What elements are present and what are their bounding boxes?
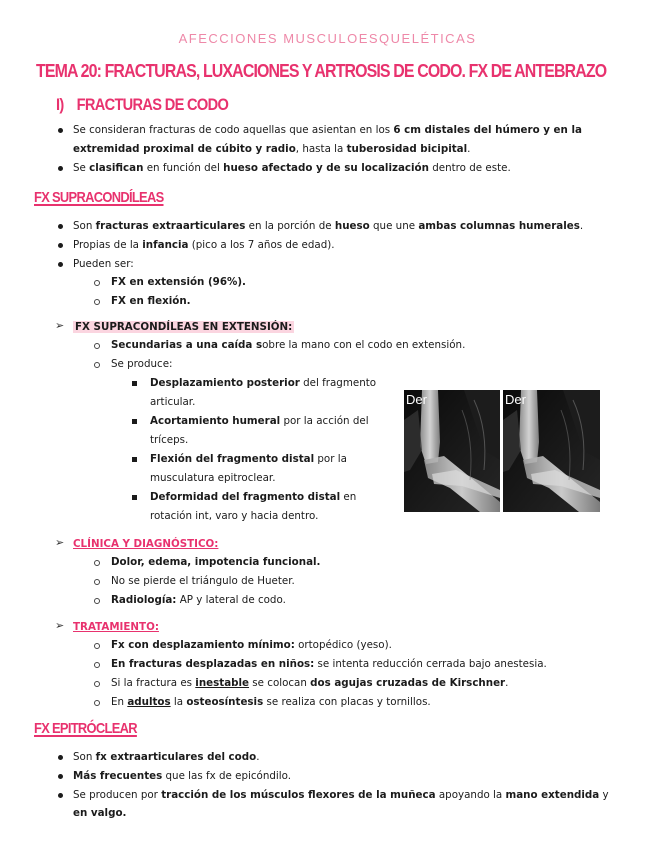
bold-text: En fracturas desplazadas en niños: [111,658,315,670]
bold-text: dos agujas cruzadas de Kirschner [310,677,506,689]
bullet-square [132,495,137,500]
bold-text: ambas columnas humerales [418,220,580,232]
text: obre la mano con el codo en extensión. [262,339,466,351]
text: Se producen por [73,789,162,801]
section-title-fracturas-codo [56,95,228,115]
text: la [170,696,187,708]
text: ortopédico (yeso). [294,639,392,651]
ext-sub-3-line-1 [150,452,347,466]
bullet-circle [94,681,100,687]
bullet-dot [58,128,63,133]
bullet-circle [94,598,100,604]
text: Se [73,162,90,174]
bullet-square [132,419,137,424]
bold-text: 6 cm distales del húmero y en la [393,124,582,136]
highlighted-heading: FX SUPRACONDÍLEAS EN EXTENSIÓN: [75,321,293,333]
bold-text: Fx con desplazamiento mínimo: [111,639,295,651]
bullet-circle [94,662,100,668]
supra-sub-1 [111,275,246,289]
text: del fragmento [299,377,377,389]
text: Son [73,220,96,232]
section-number: I) [56,95,64,114]
text: se realiza con placas y tornillos. [263,696,431,708]
text: se colocan [249,677,311,689]
bullet-circle [94,560,100,566]
bold-text: infancia [142,239,189,251]
text: . [467,143,471,155]
heading-tratamiento [73,620,159,634]
ext-sub-1-line-2: articular. [150,396,196,408]
intro-bullet-1-line-1 [73,123,582,137]
bullet-square [132,457,137,462]
text: en función del [143,162,224,174]
bullet-circle [94,579,100,585]
bold-text: Deformidad del fragmento distal [150,491,341,503]
bullet-circle [94,343,100,349]
intro-bullet-2 [73,161,511,175]
bullet-dot [58,224,63,229]
text: (pico a los 7 años de edad). [188,239,335,251]
intro-bullet-1-line-2 [73,142,470,156]
bold-text: Dolor, edema, impotencia funcional. [111,556,321,568]
bold-text: Más frecuentes [73,770,163,782]
ext-sub-2-line-1 [150,414,369,428]
text: en [340,491,357,503]
bold-text: FX en flexión. [111,295,191,307]
ext-sub-2-line-2: tríceps. [150,434,189,446]
arrow-bullet-icon: ➢ [55,619,65,632]
bullet-dot [58,755,63,760]
bullet-circle [94,299,100,305]
trat-item-1 [111,638,392,652]
arrow-bullet-icon: ➢ [55,319,65,332]
bold-text: extremidad proximal de cúbito y radio [73,143,296,155]
trat-item-4 [111,695,431,709]
bold-text: fracturas extraarticulares [95,220,246,232]
epi-bullet-3-line-1 [73,788,609,802]
text: . [579,220,584,232]
bold-text: Acortamiento humeral [150,415,281,427]
bullet-dot [58,243,63,248]
clinica-item-3 [111,593,286,607]
ext-sub-3-line-2: musculatura epitroclear. [150,472,276,484]
text: se intenta reducción cerrada bajo anestesia. [314,658,547,670]
bullet-circle [94,700,100,706]
supra-sub-2 [111,294,191,308]
epi-bullet-3-line-2 [73,806,126,820]
text: Son [73,751,96,763]
text: dentro de este. [428,162,511,174]
text: en la porción de [245,220,335,232]
bullet-circle [94,362,100,368]
supra-bullet-3: Pueden ser: [73,258,134,270]
bullet-circle [94,280,100,286]
bold-text: osteosíntesis [186,696,264,708]
text: que une [369,220,419,232]
page-title: TEMA 20: FRACTURAS, LUXACIONES Y ARTROSIS DE CODO. FX DE ANTEBRAZO [36,60,607,81]
xray-label-left: Der [406,392,427,407]
epi-bullet-1 [73,750,259,764]
clinica-item-2: No se pierde el triángulo de Hueter. [111,575,295,587]
bold-text: fx extraarticulares del codo [95,751,257,763]
text: . [256,751,260,763]
bullet-circle [94,643,100,649]
trat-item-2 [111,657,547,671]
clinica-item-1 [111,555,320,569]
supra-bullet-2 [73,238,335,252]
xray-drawing [404,390,600,512]
subject-header: AFECCIONES MUSCULOESQUELÉTICAS [178,31,477,46]
bullet-dot [58,774,63,779]
epi-bullet-2 [73,769,291,783]
text: que las fx de epicóndilo. [162,770,291,782]
bold-text: tuberosidad bicipital [346,143,468,155]
bold-text: hueso afectado y de su localización [223,162,429,174]
elbow-xray-image [404,390,600,512]
bold-text: mano extendida [505,789,600,801]
arrow-bullet-icon: ➢ [55,536,65,549]
heading-ext [73,320,294,334]
text: , hasta la [295,143,347,155]
text: Se consideran fracturas de codo aquellas que asientan en los [73,124,394,136]
underlined-heading: TRATAMIENTO: [73,621,159,633]
bullet-dot [58,793,63,798]
text: Si la fractura es [111,677,196,689]
xray-label-right: Der [505,392,526,407]
ext-sub-1-line-1 [150,376,376,390]
ext-sub-4-line-1 [150,490,356,504]
bullet-square [132,381,137,386]
text: y [599,789,609,801]
bold-underlined-text: adultos [127,696,171,708]
ext-item-2: Se produce: [111,358,173,370]
text: por la [314,453,347,465]
bullet-dot [58,166,63,171]
heading-clinica [73,537,218,551]
section-title-text: FRACTURAS DE CODO [76,95,229,114]
bold-text: clasifican [89,162,144,174]
text: . [505,677,509,689]
bold-text: hueso [334,220,370,232]
text: por la acción del [280,415,369,427]
bold-text: tracción de los músculos flexores de la muñeca [161,789,436,801]
bold-text: en valgo. [73,807,127,819]
ext-sub-4-line-2: rotación int, varo y hacia dentro. [150,510,319,522]
text: En [111,696,128,708]
trat-item-3 [111,676,508,690]
bold-underlined-text: inestable [195,677,250,689]
heading-fx-epitroclear: FX EPITRÓCLEAR [34,720,137,737]
bullet-dot [58,262,63,267]
bold-text: FX en extensión (96%). [111,276,246,288]
bold-text: Secundarias a una caída s [111,339,263,351]
underlined-heading: CLÍNICA Y DIAGNÓSTICO: [73,538,219,550]
text: AP y lateral de codo. [176,594,286,606]
bold-text: Radiología: [111,594,177,606]
text: apoyando la [435,789,506,801]
heading-fx-supracondileas: FX SUPRACONDÍLEAS [34,189,164,206]
text: Propias de la [73,239,143,251]
bold-text: Desplazamiento posterior [150,377,300,389]
supra-bullet-1 [73,219,583,233]
ext-item-1 [111,338,465,352]
bold-text: Flexión del fragmento distal [150,453,315,465]
